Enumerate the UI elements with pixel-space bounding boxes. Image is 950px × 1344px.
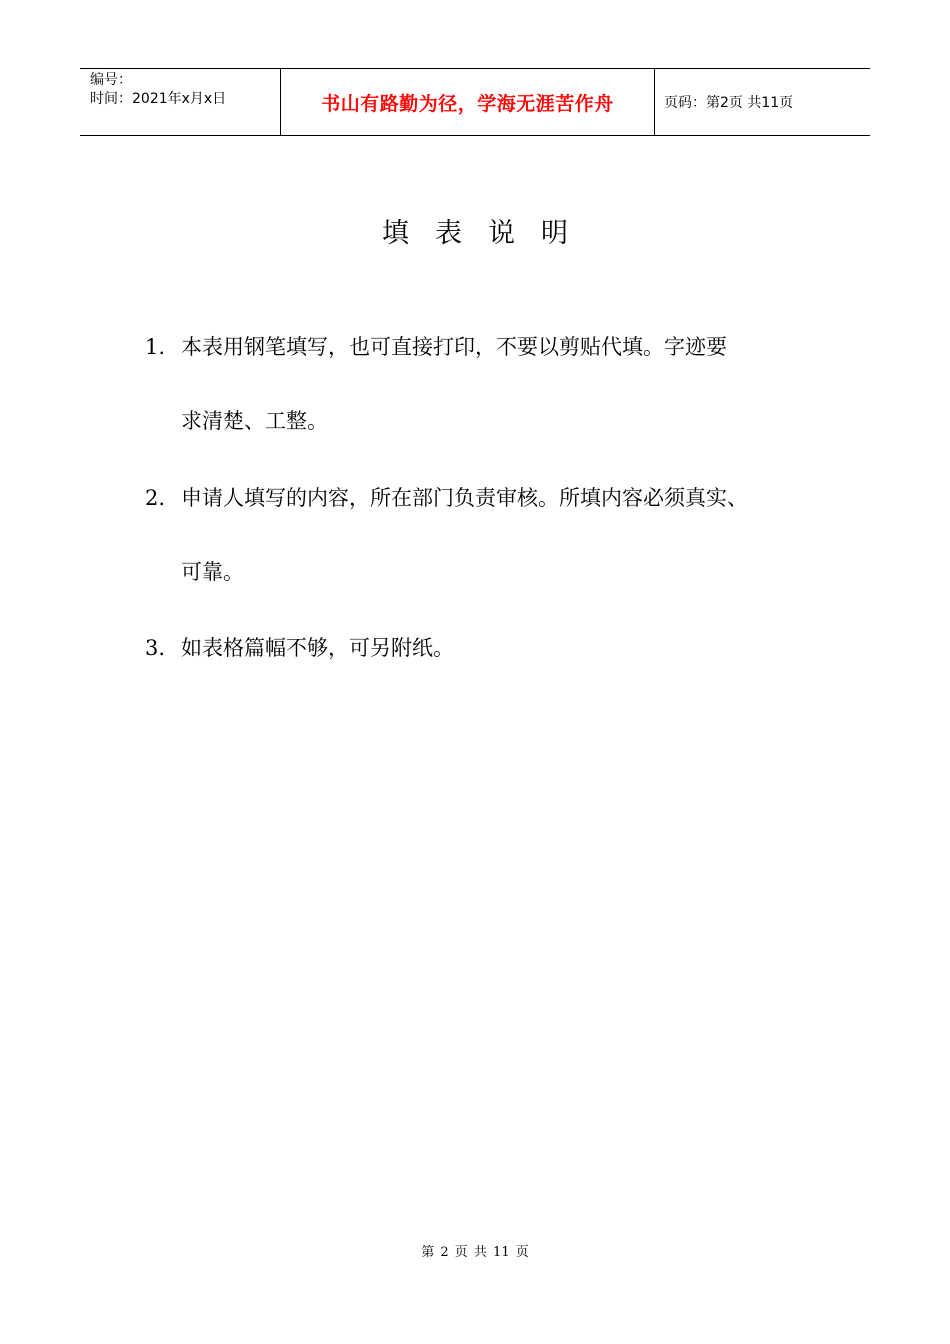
item-1-number: 1.	[145, 335, 166, 359]
header-meta-cell	[80, 69, 281, 135]
item-2-text-line2: 可靠。	[181, 560, 244, 584]
page-title: 填表说明	[382, 218, 594, 249]
item-2-number: 2.	[145, 486, 166, 510]
document-date: 时间：2021年x月x日	[90, 91, 227, 107]
item-3-text-line1: 如表格篇幅不够，可另附纸。	[181, 636, 454, 660]
item-1-text-line2: 求清楚、工整。	[181, 409, 328, 433]
item-2-text-line1: 申请人填写的内容，所在部门负责审核。所填内容必须真实、	[181, 486, 748, 510]
item-3-number: 3.	[145, 636, 166, 660]
page-header	[80, 68, 870, 136]
header-page-info: 页码：第2页 共11页	[664, 95, 794, 111]
header-motto: 书山有路勤为径，学海无涯苦作舟	[281, 69, 655, 135]
page-footer: 第 2 页 共 11 页	[421, 1245, 529, 1260]
item-1-text-line1: 本表用钢笔填写，也可直接打印，不要以剪贴代填。字迹要	[181, 335, 727, 359]
document-number-label: 编号：	[90, 72, 132, 88]
